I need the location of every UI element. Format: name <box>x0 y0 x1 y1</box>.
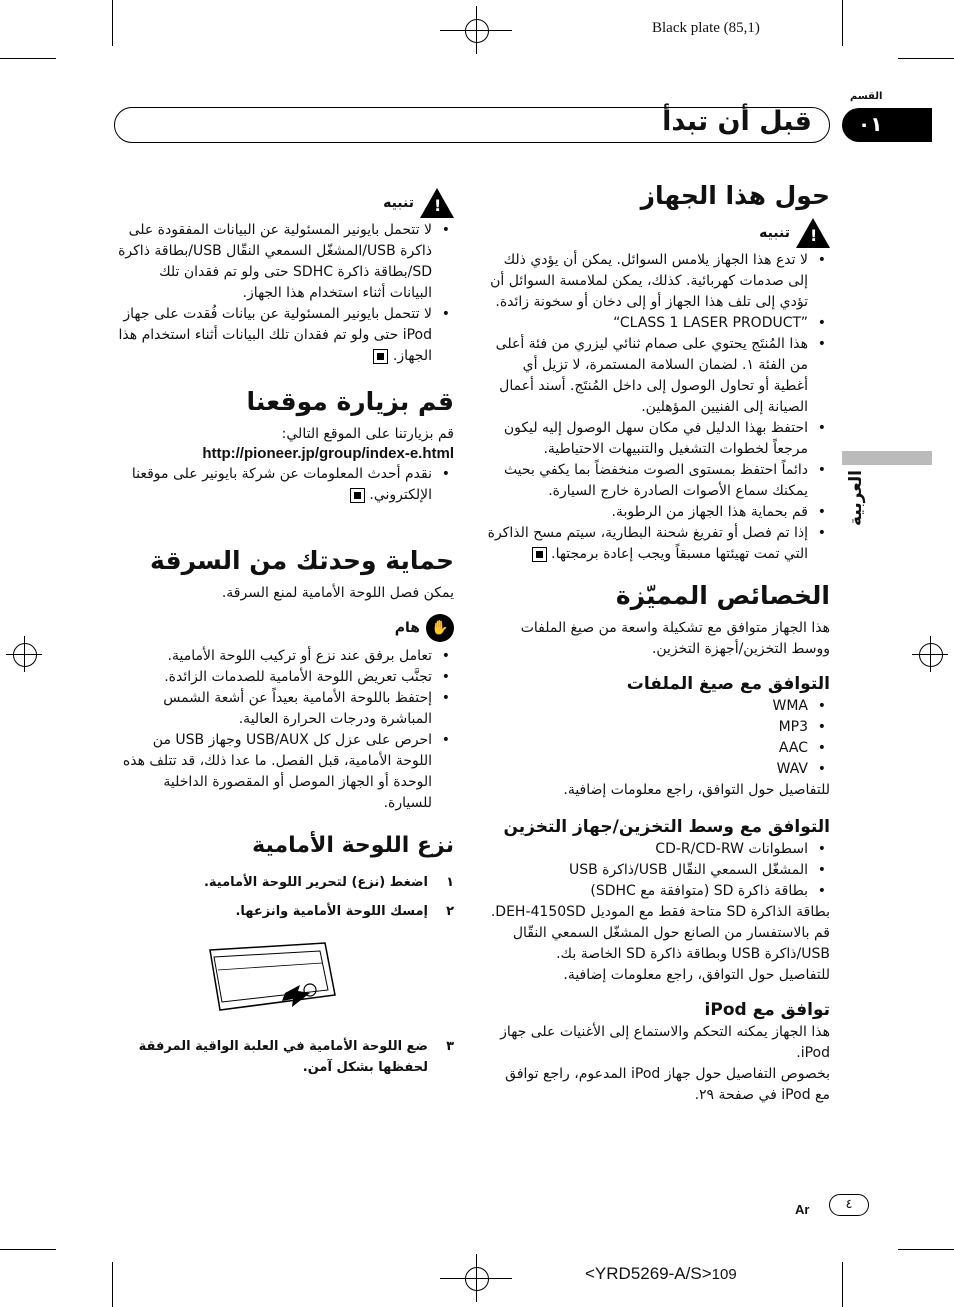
theft-section <box>114 545 454 814</box>
media-title: التوافق مع وسط التخزين/جهاز التخزين <box>503 817 830 837</box>
remove-title: نزع اللوحة الأمامية <box>252 833 454 858</box>
format-item: • AAC <box>486 738 830 759</box>
theft-intro: يمكن فصل اللوحة الأمامية لمنع السرقة. <box>221 585 454 601</box>
step <box>114 1036 454 1078</box>
list-item: • لا تتحمل بايونير المسئولية عن البيانات المفقودة على ذاكرة USB/المشغّل السمعي النقّال USB/بطاقة ذاكرة SD/بطاقة ذاكرة SDHC حتى ولو تم فقدان تلك البيانات أثناء استخدام هذا الجهاز. <box>114 220 454 304</box>
crop-mark <box>842 0 843 46</box>
formats-note: للتفاصيل حول التوافق، راجع معلومات إضافية. <box>563 782 830 798</box>
caution-heading <box>486 218 830 248</box>
step <box>114 872 454 893</box>
document-code <box>585 1264 737 1284</box>
website-title: قم بزيارة موقعنا <box>246 387 454 416</box>
step-text: ضع اللوحة الأمامية في العلبة الواقية المرفقة لحفظها بشكل آمن. <box>138 1039 428 1075</box>
format-item: • WAV <box>486 759 830 780</box>
features-intro: هذا الجهاز متوافق مع تشكيلة واسعة من صيغ الملفات ووسط التخزين/أجهزة التخزين. <box>520 620 830 657</box>
list-item: • لا تدع هذا الجهاز يلامس السوائل. يمكن أن يؤدي ذلك إلى صدمات كهربائية. كذلك، يمكن لملامسة السوائل أن تؤدي إلى تلف هذا الجهاز أو إلى دخان أو سخونة زائدة. <box>486 250 830 313</box>
about-section <box>486 180 830 565</box>
ipod-note: بخصوص التفاصيل حول جهاز iPod المدعوم، راجع توافق مع iPod في صفحة ٢٩. <box>505 1066 830 1103</box>
list-item: • قم بحماية هذا الجهاز من الرطوبة. <box>486 502 830 523</box>
crop-mark <box>112 1262 113 1307</box>
media-item: • اسطوانات CD-R/CD-RW <box>486 839 830 860</box>
section-badge <box>842 108 932 142</box>
media-note: للتفاصيل حول التوافق، راجع معلومات إضافية. <box>563 967 830 983</box>
formats-title: التوافق مع صيغ الملفات <box>626 674 830 694</box>
step-text: اضغط (نزع) لتحرير اللوحة الأمامية. <box>203 875 428 890</box>
remove-step-3 <box>114 1036 454 1078</box>
list-item: • احرص على عزل كل USB/AUX وجهاز USB من اللوحة الأمامية، قبل الفصل. ما عدا ذلك، قد تتلف هذه الوحدة أو الجهاز الموصل أو المقصورة الداخلية للسيارة. <box>114 730 454 814</box>
important-heading <box>114 614 454 642</box>
list-item <box>114 464 454 506</box>
caution-label: تنبيه <box>383 195 414 211</box>
crop-mark <box>898 1249 954 1250</box>
end-mark-icon <box>373 349 388 364</box>
website-link[interactable]: http://pioneer.jp/group/index-e.html <box>202 445 454 462</box>
page-number: ٤ <box>829 1194 869 1216</box>
front-panel-illustration <box>200 935 340 1020</box>
media-note: بطاقة الذاكرة SD متاحة فقط مع الموديل DEH-4150SD. قم بالاستفسار من الصانع حول المشغّل السمعي النقّال USB/ذاكرة USB وبطاقة ذاكرة SD الخاصة بك. <box>490 904 830 962</box>
features-section <box>486 580 830 1106</box>
caution-label: تنبيه <box>759 225 790 241</box>
list-item: • تجنَّب تعريض اللوحة الأمامية للصدمات الزائدة. <box>114 667 454 688</box>
list-item: • احتفظ بهذا الدليل في مكان سهل الوصول إليه ليكون مرجعاً لخطوات التشغيل والتنبيهات الاحتياطية. <box>486 418 830 460</box>
list-item: • تعامل برفق عند نزع أو تركيب اللوحة الأمامية. <box>114 646 454 667</box>
ipod-text: هذا الجهاز يمكنه التحكم والاستماع إلى الأغنيات على جهاز iPod. <box>500 1024 830 1061</box>
language-code: Ar <box>795 1202 810 1217</box>
registration-mark <box>13 643 37 667</box>
step <box>114 901 454 922</box>
step-text: إمسك اللوحة الأمامية وانزعها. <box>235 904 428 919</box>
end-mark-icon <box>532 547 547 562</box>
crop-mark <box>112 0 113 46</box>
list-item-text: نقدم أحدث المعلومات عن شركة بايونير على موقعنا الإلكتروني. <box>131 466 432 503</box>
list-item: • إحتفظ باللوحة الأمامية بعيداً عن أشعة الشمس المباشرة ودرجات الحرارة العالية. <box>114 688 454 730</box>
page-code: 109 <box>711 1266 737 1283</box>
media-item: • بطاقة ذاكرة SD (متوافقة مع SDHC) <box>486 881 830 902</box>
end-mark-icon <box>350 488 365 503</box>
media-item: • المشغّل السمعي النقّال USB/ذاكرة USB <box>486 860 830 881</box>
format-item: • MP3 <box>486 717 830 738</box>
registration-mark <box>465 19 489 43</box>
website-intro: قم بزيارتنا على الموقع التالي: <box>281 426 454 442</box>
list-item-text: إذا تم فصل أو تفريغ شحنة البطارية، سيتم مسح الذاكرة التي تمت تهيئتها مسبقاً ويجب إعادة برمجتها. <box>487 525 808 562</box>
registration-mark <box>919 643 943 667</box>
theft-title: حماية وحدتك من السرقة <box>150 546 454 575</box>
step-number: ٣ <box>446 1039 454 1054</box>
crop-mark <box>0 1249 56 1250</box>
ipod-title: توافق مع iPod <box>704 1000 830 1020</box>
important-label: هام <box>394 620 420 636</box>
list-item: • هذا المُنتَج يحتوي على صمام ثنائي ليزري من فئة أعلى من الفئة ١. لضمان السلامة المستمرة، لا تزيل أي أغطية أو تحاول الوصول إلى داخل المُنتَج. أسند أعمال الصيانة إلى الفنيين المؤهلين. <box>486 334 830 418</box>
caution-section <box>114 188 454 367</box>
caution-heading <box>114 188 454 218</box>
features-title: الخصائص المميّزة <box>615 581 830 610</box>
warning-icon: ! <box>420 188 454 218</box>
website-section <box>114 386 454 506</box>
list-item-text: لا تتحمل بايونير المسئولية عن بيانات فُقدت على جهاز iPod حتى ولو تم فقدان تلك البيانات أثناء استخدام هذا الجهاز. <box>118 306 432 364</box>
step-number: ٢ <box>446 904 454 919</box>
about-title: حول هذا الجهاز <box>640 181 830 210</box>
list-item <box>486 523 830 565</box>
crop-mark <box>0 58 56 59</box>
section-label: القسم <box>850 91 883 102</box>
step-number: ١ <box>446 875 454 890</box>
list-item: • دائماً احتفظ بمستوى الصوت منخفضاً بما يكفي بحيث يمكنك سماع الأصوات الصادرة خارج السيارة. <box>486 460 830 502</box>
remove-section <box>114 830 454 922</box>
crop-mark <box>842 1262 843 1307</box>
page-title: قبل أن تبدأ <box>662 106 812 137</box>
crop-mark <box>898 58 954 59</box>
language-tab <box>842 451 932 465</box>
list-item: • “CLASS 1 LASER PRODUCT” <box>486 313 830 334</box>
language-tab-label: العربية <box>846 470 866 527</box>
list-item <box>114 304 454 367</box>
section-number: ٠١ <box>858 112 883 136</box>
registration-mark <box>465 1267 489 1291</box>
doc-code: <YRD5269-A/S> <box>585 1264 712 1283</box>
plate-label: Black plate (85,1) <box>652 20 760 36</box>
format-item: • WMA <box>486 696 830 717</box>
warning-icon: ! <box>796 218 830 248</box>
hand-icon: ✋ <box>426 614 454 642</box>
